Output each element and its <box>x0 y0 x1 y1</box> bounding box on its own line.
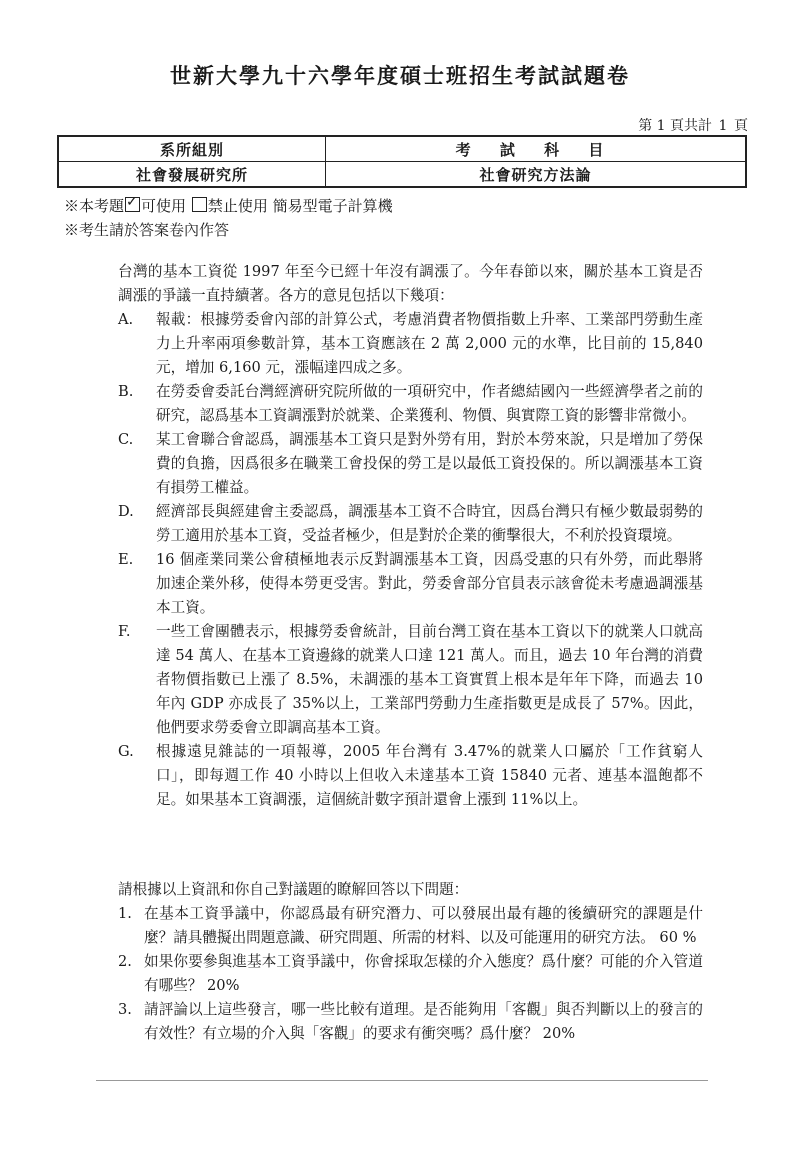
forbidden-checkbox <box>192 197 207 212</box>
item-text: 在勞委會委託台灣經濟研究院所做的一項研究中，作者總結國內一些經濟學者之前的研究，認爲基本工資調漲對於就業、企業獲利、物價、與實際工資的影響非常微小。 <box>156 383 703 424</box>
bottom-divider <box>96 1080 708 1081</box>
question-text: 請評論以上這些發言，哪一些比較有道理。是否能夠用「客觀」與否判斷以上的發言的有效性？有立場的介入與「客觀」的要求有衝突嗎？爲什麼？ 20% <box>144 1001 703 1042</box>
questions-intro: 請根據以上資訊和你自己對議題的瞭解回答以下問題： <box>118 881 469 898</box>
exam-info-table <box>57 135 747 188</box>
subject-header: 考 試 科 目 <box>326 136 747 162</box>
list-item <box>118 548 703 620</box>
question-item <box>118 950 703 998</box>
item-text: 一些工會團體表示，根據勞委會統計，目前台灣工資在基本工資以下的就業人口就高達 54 萬人、在基本工資邊緣的就業人口達 121 萬人。而且，過去 10 年台灣的消費者物價指數已上漲了 8.5%，未調漲的基本工資實質上根本是年年下降，而過去 10 年內 GDP 亦成長了 35%以上，工業部門勞動力生產指數更是成長了 57%。因此，他們要求勞委會立即調高基本工資。 <box>156 623 703 736</box>
page-total: 1 <box>718 118 728 134</box>
passage-intro: 台灣的基本工資從 1997 年至今已經十年沒有調漲了。今年春節以來，關於基本工資是否調漲的爭議一直持續著。各方的意見包括以下幾項： <box>118 263 703 304</box>
list-item <box>118 500 703 548</box>
page-prefix: 第 1 頁共計 <box>638 118 712 134</box>
allowed-checkbox <box>125 197 140 212</box>
dept-value: 社會發展研究所 <box>58 162 326 188</box>
item-label: F. <box>118 623 131 640</box>
list-item <box>118 428 703 500</box>
page-suffix: 頁 <box>734 118 748 134</box>
question-number: 2. <box>118 953 132 970</box>
question-item <box>118 998 703 1046</box>
questions <box>118 878 703 1046</box>
item-label: D. <box>118 503 134 520</box>
question-text: 在基本工資爭議中，你認爲最有研究潛力、可以發展出最有趣的後續研究的課題是什麼？請具體擬出問題意識、研究問題、所需的材料、以及可能運用的研究方法。 60 % <box>144 905 703 946</box>
question-text: 如果你要參與進基本工資爭議中，你會採取怎樣的介入態度？爲什麼？可能的介入管道有哪些？ 20% <box>144 953 703 994</box>
list-item <box>118 308 703 380</box>
item-text: 某工會聯合會認爲，調漲基本工資只是對外勞有用，對於本勞來說，只是增加了勞保費的負擔，因爲很多在職業工會投保的勞工是以最低工資投保的。所以調漲基本工資有損勞工權益。 <box>156 431 703 496</box>
item-label: C. <box>118 431 134 448</box>
passage <box>118 260 703 812</box>
subject-value: 社會研究方法論 <box>326 162 747 188</box>
calc-prefix: ※本考題 <box>64 197 125 215</box>
item-text: 16 個產業同業公會積極地表示反對調漲基本工資，因爲受惠的只有外勞，而此舉將加速企業外移，使得本勞更受害。對此，勞委會部分官員表示該會從未考慮過調漲基本工資。 <box>156 551 703 616</box>
item-text: 報載：根據勞委會內部的計算公式，考慮消費者物價指數上升率、工業部門勞動生產力上升率兩項參數計算，基本工資應該在 2 萬 2,000 元的水準，比目前的 15,840 元，增加 6,160 元，漲幅達四成之多。 <box>156 311 703 376</box>
opt-forbidden: 禁止使用 <box>207 197 268 215</box>
answer-note: ※考生請於答案卷內作答 <box>64 221 230 239</box>
item-label: B. <box>118 383 134 400</box>
calc-suffix: 簡易型電子計算機 <box>272 197 393 215</box>
item-label: E. <box>118 551 134 568</box>
item-label: G. <box>118 743 134 760</box>
item-label: A. <box>118 311 134 328</box>
calculator-note <box>64 195 393 216</box>
item-text: 經濟部長與經建會主委認爲，調漲基本工資不合時宜，因爲台灣只有極少數最弱勢的勞工適用於基本工資，受益者極少，但是對於企業的衝擊很大，不利於投資環境。 <box>156 503 703 544</box>
question-number: 1. <box>118 905 132 922</box>
list-item <box>118 620 703 740</box>
question-number: 3. <box>118 1001 132 1018</box>
page-number <box>638 115 748 135</box>
dept-header: 系所組別 <box>58 136 326 162</box>
exam-title: 世新大學九十六學年度碩士班招生考試試題卷 <box>170 64 630 88</box>
question-item <box>118 902 703 950</box>
item-text: 根據遠見雜誌的一項報導，2005 年台灣有 3.47%的就業人口屬於「工作貧窮人口」，即每週工作 40 小時以上但收入未達基本工資 15840 元者、連基本溫飽都不足。如果基本工資調漲，這個統計數字預計還會上漲到 11%以上。 <box>156 743 703 808</box>
list-item <box>118 740 703 812</box>
opt-allowed: 可使用 <box>141 197 187 215</box>
list-item <box>118 380 703 428</box>
